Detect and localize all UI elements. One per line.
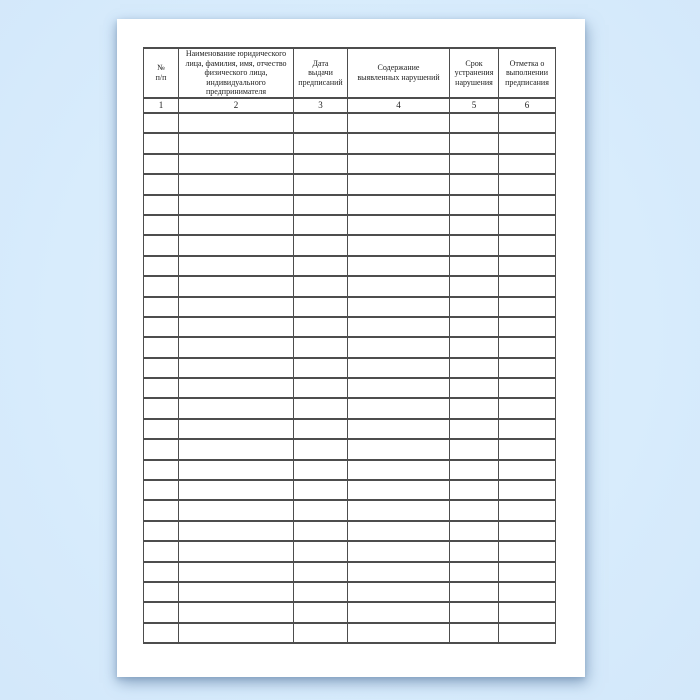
empty-table-cell xyxy=(499,154,556,174)
empty-table-cell xyxy=(450,582,499,602)
empty-table-cell xyxy=(144,439,179,459)
empty-table-cell xyxy=(294,521,348,541)
column-header-row-number: № п/п xyxy=(144,48,179,98)
empty-table-cell xyxy=(179,317,294,337)
column-index-row xyxy=(144,98,556,113)
empty-table-cell xyxy=(144,276,179,296)
empty-table-cell xyxy=(179,480,294,500)
empty-table-cell xyxy=(348,623,450,643)
empty-table-cell xyxy=(144,337,179,357)
empty-table-row xyxy=(144,378,556,398)
empty-table-row xyxy=(144,174,556,194)
empty-table-cell xyxy=(450,602,499,622)
empty-table-cell xyxy=(450,398,499,418)
empty-table-cell xyxy=(144,500,179,520)
column-index-5: 5 xyxy=(450,98,499,113)
empty-table-cell xyxy=(294,419,348,439)
empty-table-cell xyxy=(294,582,348,602)
empty-table-cell xyxy=(499,562,556,582)
empty-table-cell xyxy=(144,378,179,398)
empty-table-cell xyxy=(348,541,450,561)
empty-table-cell xyxy=(450,297,499,317)
empty-table-cell xyxy=(179,419,294,439)
column-header-issue-date: Дата выдачи предписаний xyxy=(294,48,348,98)
empty-table-row xyxy=(144,541,556,561)
empty-table-cell xyxy=(450,215,499,235)
empty-table-cell xyxy=(294,541,348,561)
empty-table-row xyxy=(144,154,556,174)
empty-table-cell xyxy=(499,398,556,418)
empty-table-cell xyxy=(348,480,450,500)
empty-table-cell xyxy=(144,562,179,582)
empty-table-cell xyxy=(294,174,348,194)
empty-table-cell xyxy=(179,337,294,357)
empty-table-cell xyxy=(144,133,179,153)
empty-table-cell xyxy=(450,460,499,480)
empty-table-row xyxy=(144,358,556,378)
empty-table-cell xyxy=(499,480,556,500)
empty-table-cell xyxy=(294,398,348,418)
empty-table-cell xyxy=(294,235,348,255)
empty-table-cell xyxy=(144,582,179,602)
empty-table-cell xyxy=(348,460,450,480)
empty-table-cell xyxy=(179,276,294,296)
empty-table-row xyxy=(144,480,556,500)
empty-table-cell xyxy=(450,195,499,215)
empty-table-cell xyxy=(294,378,348,398)
column-header-violation-content: Содержание выявленных нарушений xyxy=(348,48,450,98)
empty-table-cell xyxy=(294,154,348,174)
table-header xyxy=(144,48,556,113)
column-header-completion-mark: Отметка о выполнении предписания xyxy=(499,48,556,98)
empty-table-cell xyxy=(499,133,556,153)
empty-table-cell xyxy=(144,317,179,337)
empty-table-cell xyxy=(450,419,499,439)
empty-table-row xyxy=(144,419,556,439)
empty-table-cell xyxy=(144,195,179,215)
empty-table-cell xyxy=(144,521,179,541)
empty-table-row xyxy=(144,235,556,255)
empty-table-cell xyxy=(348,562,450,582)
empty-table-cell xyxy=(348,235,450,255)
empty-table-cell xyxy=(144,215,179,235)
empty-table-cell xyxy=(348,500,450,520)
empty-table-cell xyxy=(499,358,556,378)
column-index-4: 4 xyxy=(348,98,450,113)
empty-table-cell xyxy=(450,521,499,541)
column-header-entity-name: Наименование юридического лица, фамилия, имя, отчество физического лица, индивидуального предпринимателя xyxy=(179,48,294,98)
empty-table-cell xyxy=(144,419,179,439)
empty-table-cell xyxy=(179,113,294,133)
empty-table-cell xyxy=(499,500,556,520)
empty-table-cell xyxy=(499,215,556,235)
empty-table-cell xyxy=(179,215,294,235)
empty-table-row xyxy=(144,623,556,643)
empty-table-cell xyxy=(499,602,556,622)
empty-table-cell xyxy=(179,541,294,561)
empty-table-cell xyxy=(144,154,179,174)
empty-table-cell xyxy=(450,256,499,276)
empty-table-cell xyxy=(294,623,348,643)
empty-table-cell xyxy=(499,541,556,561)
empty-table-cell xyxy=(179,195,294,215)
header-row xyxy=(144,48,556,98)
empty-table-cell xyxy=(294,337,348,357)
empty-table-cell xyxy=(144,113,179,133)
empty-table-cell xyxy=(294,439,348,459)
empty-table-cell xyxy=(499,195,556,215)
empty-table-row xyxy=(144,256,556,276)
empty-table-cell xyxy=(450,541,499,561)
empty-table-cell xyxy=(348,521,450,541)
empty-table-cell xyxy=(144,256,179,276)
empty-table-cell xyxy=(294,562,348,582)
empty-table-cell xyxy=(179,256,294,276)
empty-table-cell xyxy=(179,500,294,520)
empty-table-cell xyxy=(450,337,499,357)
empty-table-cell xyxy=(348,378,450,398)
empty-table-cell xyxy=(348,419,450,439)
empty-table-cell xyxy=(179,174,294,194)
empty-table-cell xyxy=(294,297,348,317)
empty-table-cell xyxy=(179,439,294,459)
empty-table-cell xyxy=(348,174,450,194)
empty-table-cell xyxy=(294,276,348,296)
empty-table-cell xyxy=(144,480,179,500)
empty-table-cell xyxy=(179,582,294,602)
empty-table-cell xyxy=(450,439,499,459)
empty-table-cell xyxy=(294,317,348,337)
empty-table-row xyxy=(144,297,556,317)
empty-table-row xyxy=(144,133,556,153)
empty-table-cell xyxy=(348,337,450,357)
empty-table-cell xyxy=(348,195,450,215)
empty-table-row xyxy=(144,337,556,357)
empty-table-row xyxy=(144,439,556,459)
empty-table-cell xyxy=(450,500,499,520)
column-index-2: 2 xyxy=(179,98,294,113)
empty-table-row xyxy=(144,460,556,480)
empty-table-cell xyxy=(294,602,348,622)
empty-table-cell xyxy=(450,133,499,153)
empty-table-row xyxy=(144,562,556,582)
empty-table-cell xyxy=(499,256,556,276)
empty-table-row xyxy=(144,276,556,296)
empty-table-cell xyxy=(294,215,348,235)
empty-table-cell xyxy=(348,133,450,153)
empty-table-cell xyxy=(179,460,294,480)
empty-table-cell xyxy=(450,174,499,194)
empty-table-cell xyxy=(450,378,499,398)
empty-table-cell xyxy=(294,500,348,520)
empty-table-row xyxy=(144,215,556,235)
empty-table-cell xyxy=(179,235,294,255)
empty-table-cell xyxy=(179,358,294,378)
empty-table-cell xyxy=(450,358,499,378)
empty-table-cell xyxy=(499,521,556,541)
empty-table-cell xyxy=(499,337,556,357)
column-index-6: 6 xyxy=(499,98,556,113)
empty-table-cell xyxy=(294,358,348,378)
empty-table-cell xyxy=(499,623,556,643)
empty-table-cell xyxy=(144,602,179,622)
table-body xyxy=(144,113,556,643)
empty-table-row xyxy=(144,317,556,337)
empty-table-row xyxy=(144,398,556,418)
column-index-3: 3 xyxy=(294,98,348,113)
empty-table-cell xyxy=(499,276,556,296)
empty-table-cell xyxy=(499,297,556,317)
empty-table-cell xyxy=(450,235,499,255)
empty-table-cell xyxy=(144,623,179,643)
empty-table-cell xyxy=(348,256,450,276)
empty-table-row xyxy=(144,500,556,520)
empty-table-row xyxy=(144,582,556,602)
empty-table-cell xyxy=(144,460,179,480)
column-index-1: 1 xyxy=(144,98,179,113)
empty-table-cell xyxy=(348,398,450,418)
empty-table-cell xyxy=(294,133,348,153)
empty-table-cell xyxy=(348,276,450,296)
empty-table-cell xyxy=(179,154,294,174)
empty-table-cell xyxy=(294,195,348,215)
empty-table-cell xyxy=(499,419,556,439)
empty-table-cell xyxy=(450,623,499,643)
empty-table-cell xyxy=(179,297,294,317)
empty-table-cell xyxy=(450,154,499,174)
empty-table-cell xyxy=(144,358,179,378)
empty-table-row xyxy=(144,602,556,622)
empty-table-cell xyxy=(179,133,294,153)
empty-table-cell xyxy=(144,235,179,255)
empty-table-cell xyxy=(294,460,348,480)
empty-table-cell xyxy=(144,398,179,418)
empty-table-cell xyxy=(499,460,556,480)
empty-table-cell xyxy=(348,358,450,378)
empty-table-cell xyxy=(348,582,450,602)
empty-table-cell xyxy=(179,562,294,582)
empty-table-cell xyxy=(144,541,179,561)
empty-table-row xyxy=(144,195,556,215)
empty-table-cell xyxy=(499,235,556,255)
empty-table-cell xyxy=(179,602,294,622)
empty-table-cell xyxy=(499,439,556,459)
empty-table-cell xyxy=(179,398,294,418)
empty-table-cell xyxy=(450,276,499,296)
empty-table-cell xyxy=(348,602,450,622)
empty-table-cell xyxy=(348,113,450,133)
empty-table-cell xyxy=(499,582,556,602)
empty-table-cell xyxy=(144,297,179,317)
empty-table-cell xyxy=(499,317,556,337)
empty-table-cell xyxy=(294,480,348,500)
empty-table-cell xyxy=(294,256,348,276)
empty-table-cell xyxy=(348,317,450,337)
empty-table-row xyxy=(144,113,556,133)
empty-table-cell xyxy=(450,113,499,133)
empty-table-cell xyxy=(348,215,450,235)
document-page xyxy=(117,19,585,677)
empty-table-cell xyxy=(348,154,450,174)
empty-table-row xyxy=(144,521,556,541)
column-header-deadline: Срок устранения нарушения xyxy=(450,48,499,98)
empty-table-cell xyxy=(179,378,294,398)
empty-table-cell xyxy=(179,623,294,643)
empty-table-cell xyxy=(348,439,450,459)
empty-table-cell xyxy=(144,174,179,194)
empty-table-cell xyxy=(450,317,499,337)
empty-table-cell xyxy=(348,297,450,317)
empty-table-cell xyxy=(450,480,499,500)
empty-table-cell xyxy=(499,174,556,194)
empty-table-cell xyxy=(179,521,294,541)
empty-table-cell xyxy=(450,562,499,582)
empty-table-cell xyxy=(294,113,348,133)
violations-register-table xyxy=(143,47,556,644)
empty-table-cell xyxy=(499,113,556,133)
empty-table-cell xyxy=(499,378,556,398)
